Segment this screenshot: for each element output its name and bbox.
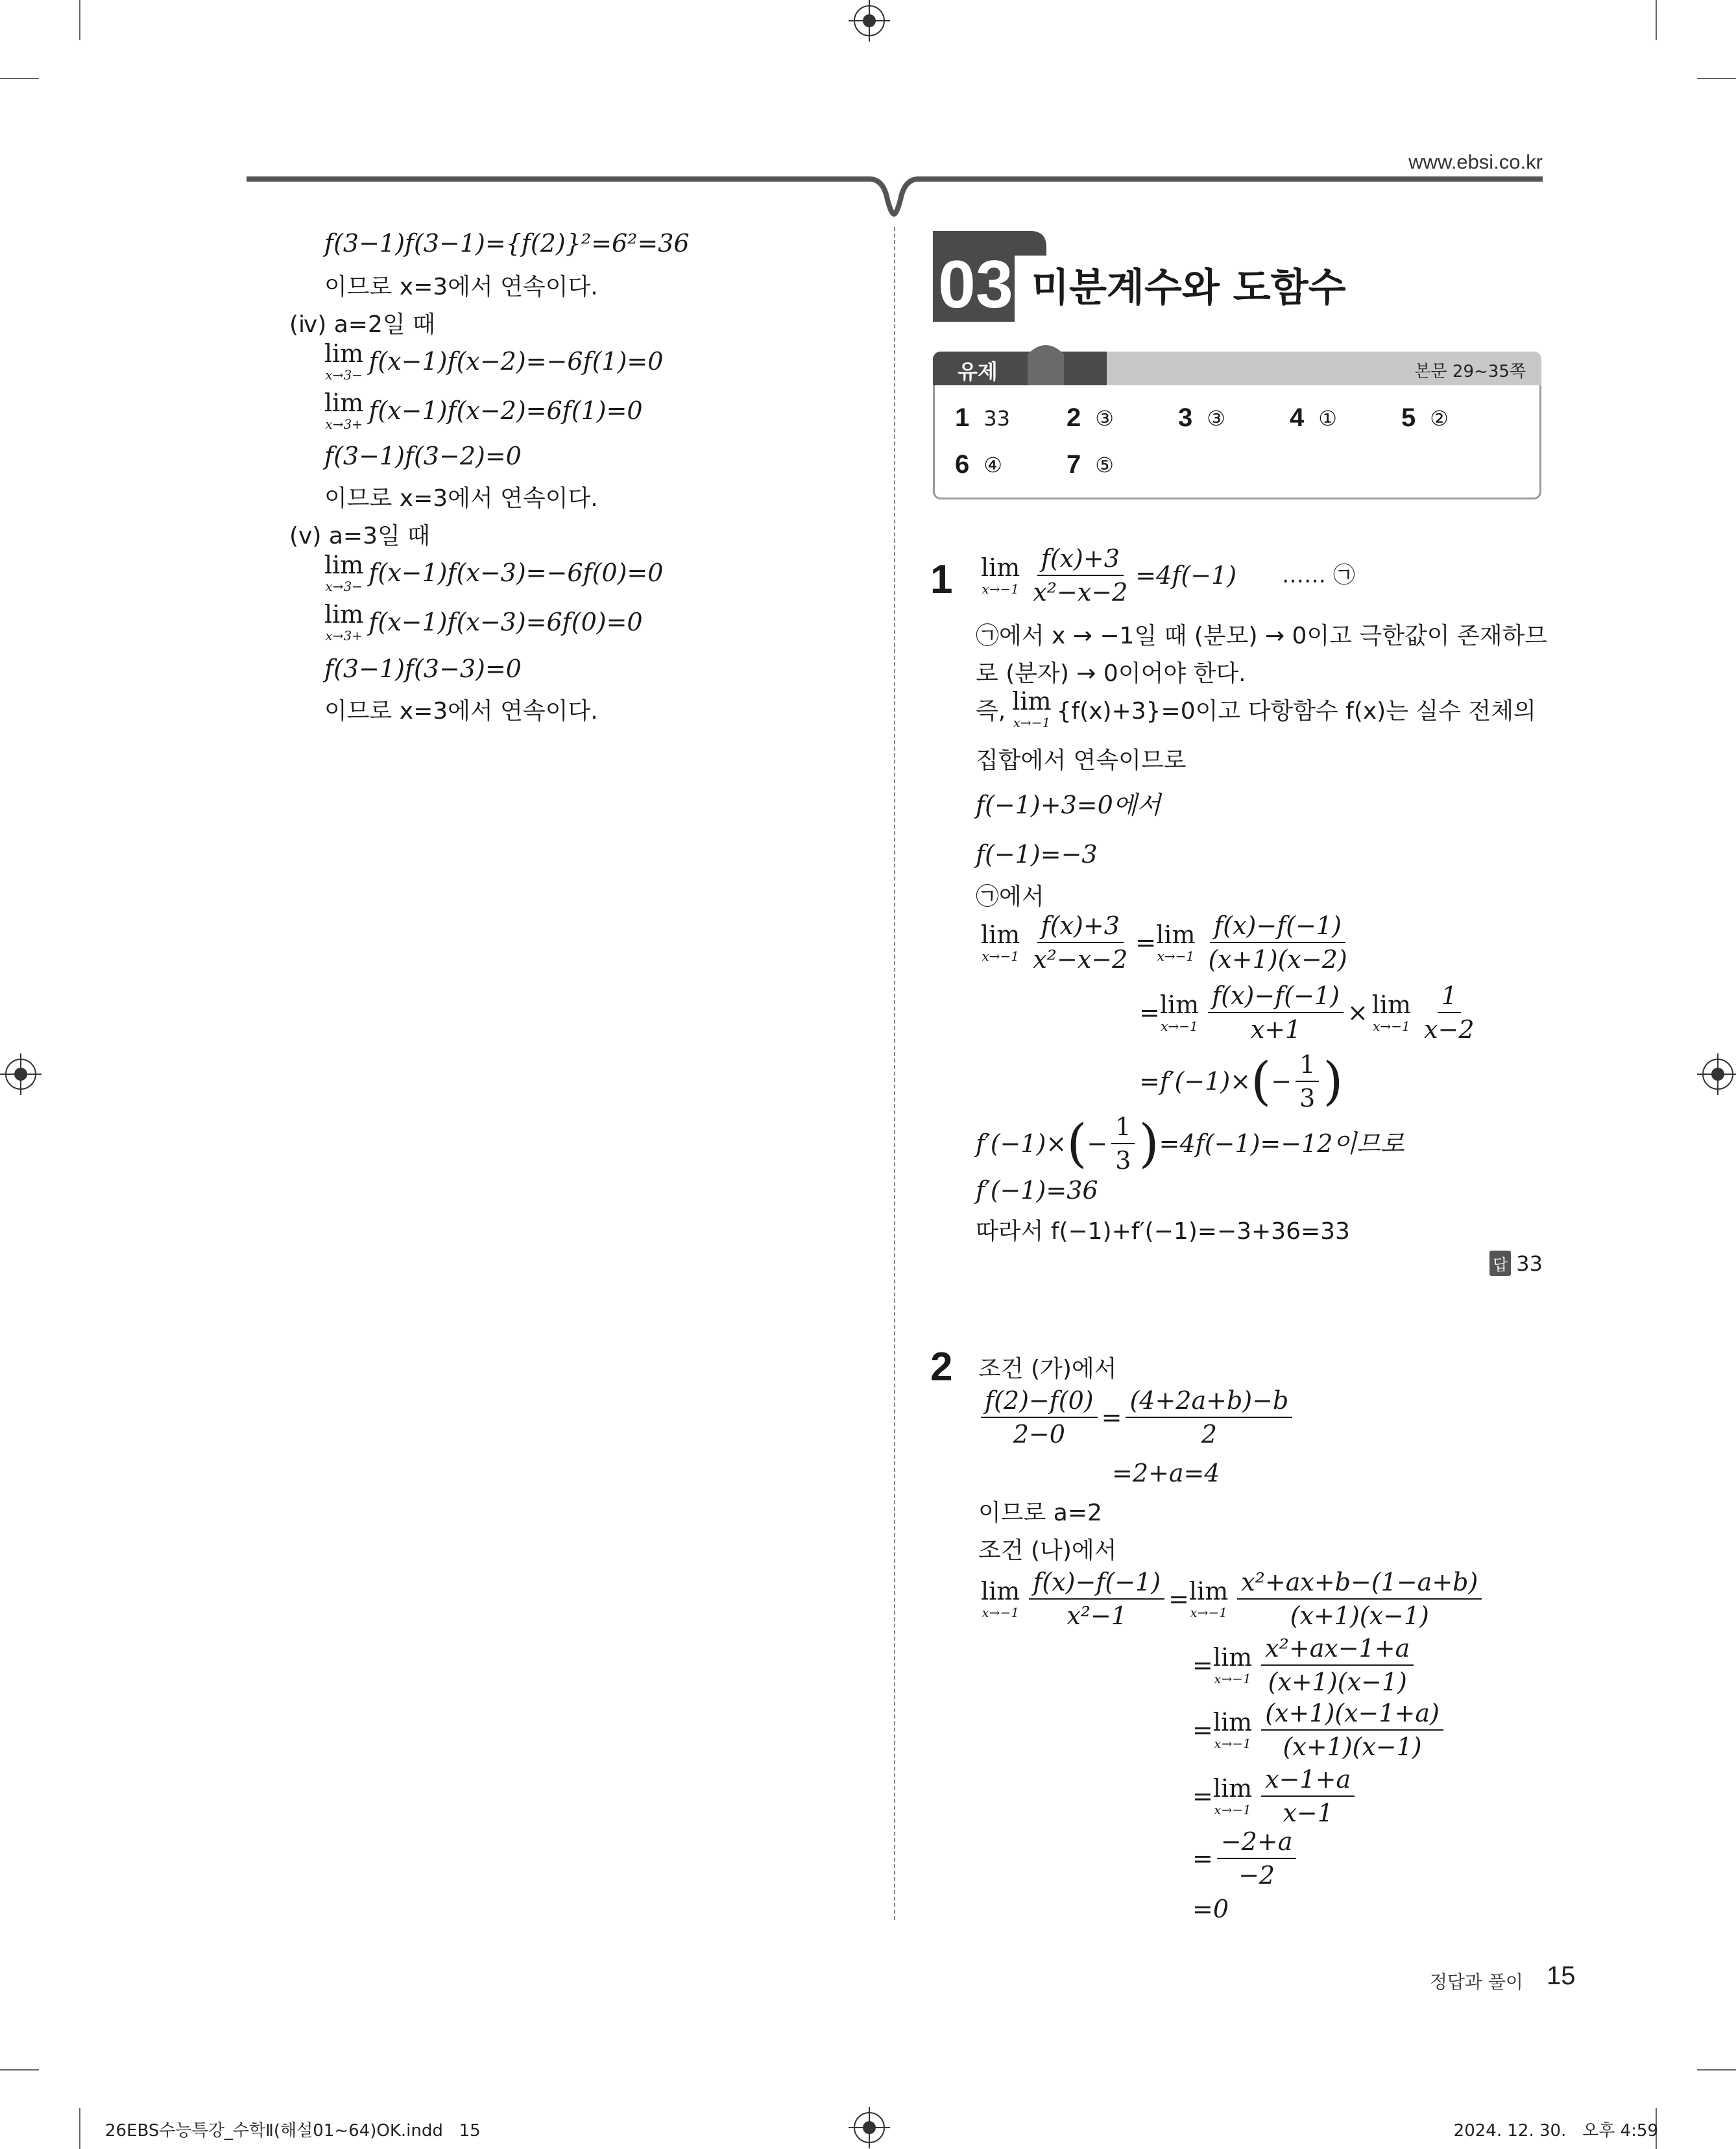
- p2-equation-1: $\frac{f(2)-f(0)}{2-0}$ = $\frac{(4+2a+b)-b}{2}$: [977, 1388, 1296, 1447]
- p1-text-2: 로 (분자) → 0이어야 한다.: [976, 660, 1246, 687]
- left-limit-2: lim x→3+ f(x−1)f(x−2)=6f(1)=0: [324, 389, 643, 432]
- left-case-iv: (ⅳ) a=2일 때: [289, 311, 435, 338]
- left-line-11: f(3−1)f(3−3)=0: [324, 654, 522, 683]
- answer-item: 2 ③: [1067, 403, 1114, 432]
- answer-tab-label: 유제: [958, 359, 998, 384]
- footer-file: 26EBS수능특강_수학Ⅱ(해설01~64)OK.indd 15: [105, 2121, 481, 2141]
- p1-text-3: 즉, lim x→−1 {f(x)+3}=0이고 다항함수 f(x)는 실수 전체의: [976, 687, 1536, 730]
- left-line-6: f(3−1)f(3−2)=0: [324, 442, 522, 470]
- registration-mark-icon: [5, 1059, 36, 1090]
- crop-mark: [1697, 2069, 1736, 2071]
- footer-label: 정답과 풀이: [1429, 1971, 1523, 1993]
- registration-mark-icon: [1702, 1059, 1733, 1090]
- answer-item: 1 33: [955, 403, 1010, 432]
- problem-number: 2: [930, 1345, 953, 1389]
- p2-derivation-3: = lim x→−1 $\frac{(x+1)(x-1+a)}{(x+1)(x-1)}$: [1192, 1701, 1447, 1759]
- p1-text-6: f(−1)=−3: [976, 840, 1098, 869]
- p2-derivation-1: lim x→−1 $\frac{f(x)-f(-1)}{\text{x²−1}}$ = lim x→−1 $\frac{\text{x²+ax+b−(1−a+b)}}{(x+1)(x-1)}$: [981, 1570, 1486, 1628]
- crop-mark: [79, 2108, 80, 2149]
- left-limit-3: lim x→3− f(x−1)f(x−3)=−6f(0)=0: [324, 551, 664, 594]
- p1-text-8: f′(−1)× ( − $\frac{1}{3}$ ) =4f(−1)=−12이므로: [976, 1112, 1404, 1175]
- p2-derivation-4: = lim x→−1 $\frac{x-1+a}{x-1}$: [1192, 1767, 1358, 1825]
- p2-derivation-6: =0: [1192, 1895, 1229, 1923]
- left-line-7: 이므로 x=3에서 연속이다.: [324, 485, 598, 512]
- crop-mark: [79, 0, 80, 40]
- answer-item: 7 ⑤: [1067, 450, 1114, 479]
- column-divider: [894, 227, 895, 1920]
- crop-mark: [0, 78, 39, 79]
- left-line-2: 이므로 x=3에서 연속이다.: [324, 274, 598, 300]
- left-line-12: 이므로 x=3에서 연속이다.: [324, 698, 598, 725]
- p1-answer: 답 33: [1489, 1251, 1543, 1276]
- p1-text-4: 집합에서 연속이므로: [976, 747, 1187, 774]
- p2-derivation-5: = $\frac{-2+a}{-2}$: [1192, 1829, 1300, 1888]
- left-line-1: f(3−1)f(3−1)={f(2)}²=6²=36: [324, 229, 690, 258]
- crop-mark: [0, 2069, 39, 2071]
- p1-text-9: f′(−1)=36: [976, 1176, 1098, 1205]
- answer-label-icon: 답: [1489, 1251, 1511, 1276]
- problem-number: 1: [930, 557, 953, 602]
- crop-mark: [1697, 78, 1736, 79]
- p2-text-1: 조건 (가)에서: [978, 1356, 1117, 1382]
- p1-text-10: 따라서 f(−1)+f′(−1)=−3+36=33: [976, 1218, 1350, 1245]
- p1-text-1: ㉠에서 x → −1일 때 (분모) → 0이고 극한값이 존재하므: [976, 623, 1548, 649]
- registration-mark-icon: [854, 5, 885, 36]
- section-number: 03: [938, 247, 1013, 322]
- left-limit-4: lim x→3+ f(x−1)f(x−3)=6f(0)=0: [324, 600, 643, 643]
- left-limit-1: lim x→3− f(x−1)f(x−2)=−6f(1)=0: [324, 339, 664, 383]
- section-title: 미분계수와 도함수: [1031, 265, 1346, 311]
- p1-equation-1: lim x→−1 $\frac{f(x)+3}{\text{x²−x−2}}$ =4f(−1) …… ㉠: [981, 544, 1355, 606]
- footer-date: 2024. 12. 30. 오후 4:59: [1453, 2121, 1658, 2141]
- answer-item: 3 ③: [1178, 403, 1225, 432]
- p1-derivation-2: = lim x→−1 $\frac{f(x)-f(-1)}{x+1}$ × lim x→−1 $\frac{1}{x-2}$: [1139, 981, 1475, 1044]
- answer-item: 5 ②: [1401, 403, 1449, 432]
- p2-equation-2: =2+a=4: [1112, 1459, 1220, 1487]
- p2-derivation-2: = lim x→−1 $\frac{\text{x²+ax−1+a}}{(x+1)(x-1)}$: [1192, 1636, 1417, 1694]
- p1-derivation-1: lim x→−1 $\frac{f(x)+3}{\text{x²−x−2}}$ = lim x→−1 $\frac{f(x)-f(-1)}{(x+1)(x-2)}$: [981, 911, 1347, 974]
- p1-derivation-3: =f′(−1)× ( − $\frac{1}{3}$ ): [1139, 1050, 1344, 1112]
- tab-ribbon-icon: [1028, 341, 1064, 388]
- header-rule: [247, 174, 1543, 219]
- header-url: www.ebsi.co.kr: [1408, 150, 1543, 173]
- answer-item: 6 ④: [955, 450, 1002, 479]
- p1-text-7: ㉠에서: [976, 883, 1044, 910]
- registration-mark-icon: [854, 2112, 885, 2143]
- crop-mark: [1656, 0, 1657, 40]
- p1-text-5: f(−1)+3=0에서: [976, 791, 1161, 819]
- answer-pages: 본문 29~35쪽: [1414, 362, 1526, 381]
- p2-text-3: 조건 (나)에서: [978, 1537, 1117, 1564]
- left-case-v: (ⅴ) a=3일 때: [289, 523, 430, 549]
- answer-item: 4 ①: [1290, 403, 1337, 432]
- page-number: 15: [1547, 1962, 1576, 1990]
- p2-text-2: 이므로 a=2: [978, 1500, 1102, 1526]
